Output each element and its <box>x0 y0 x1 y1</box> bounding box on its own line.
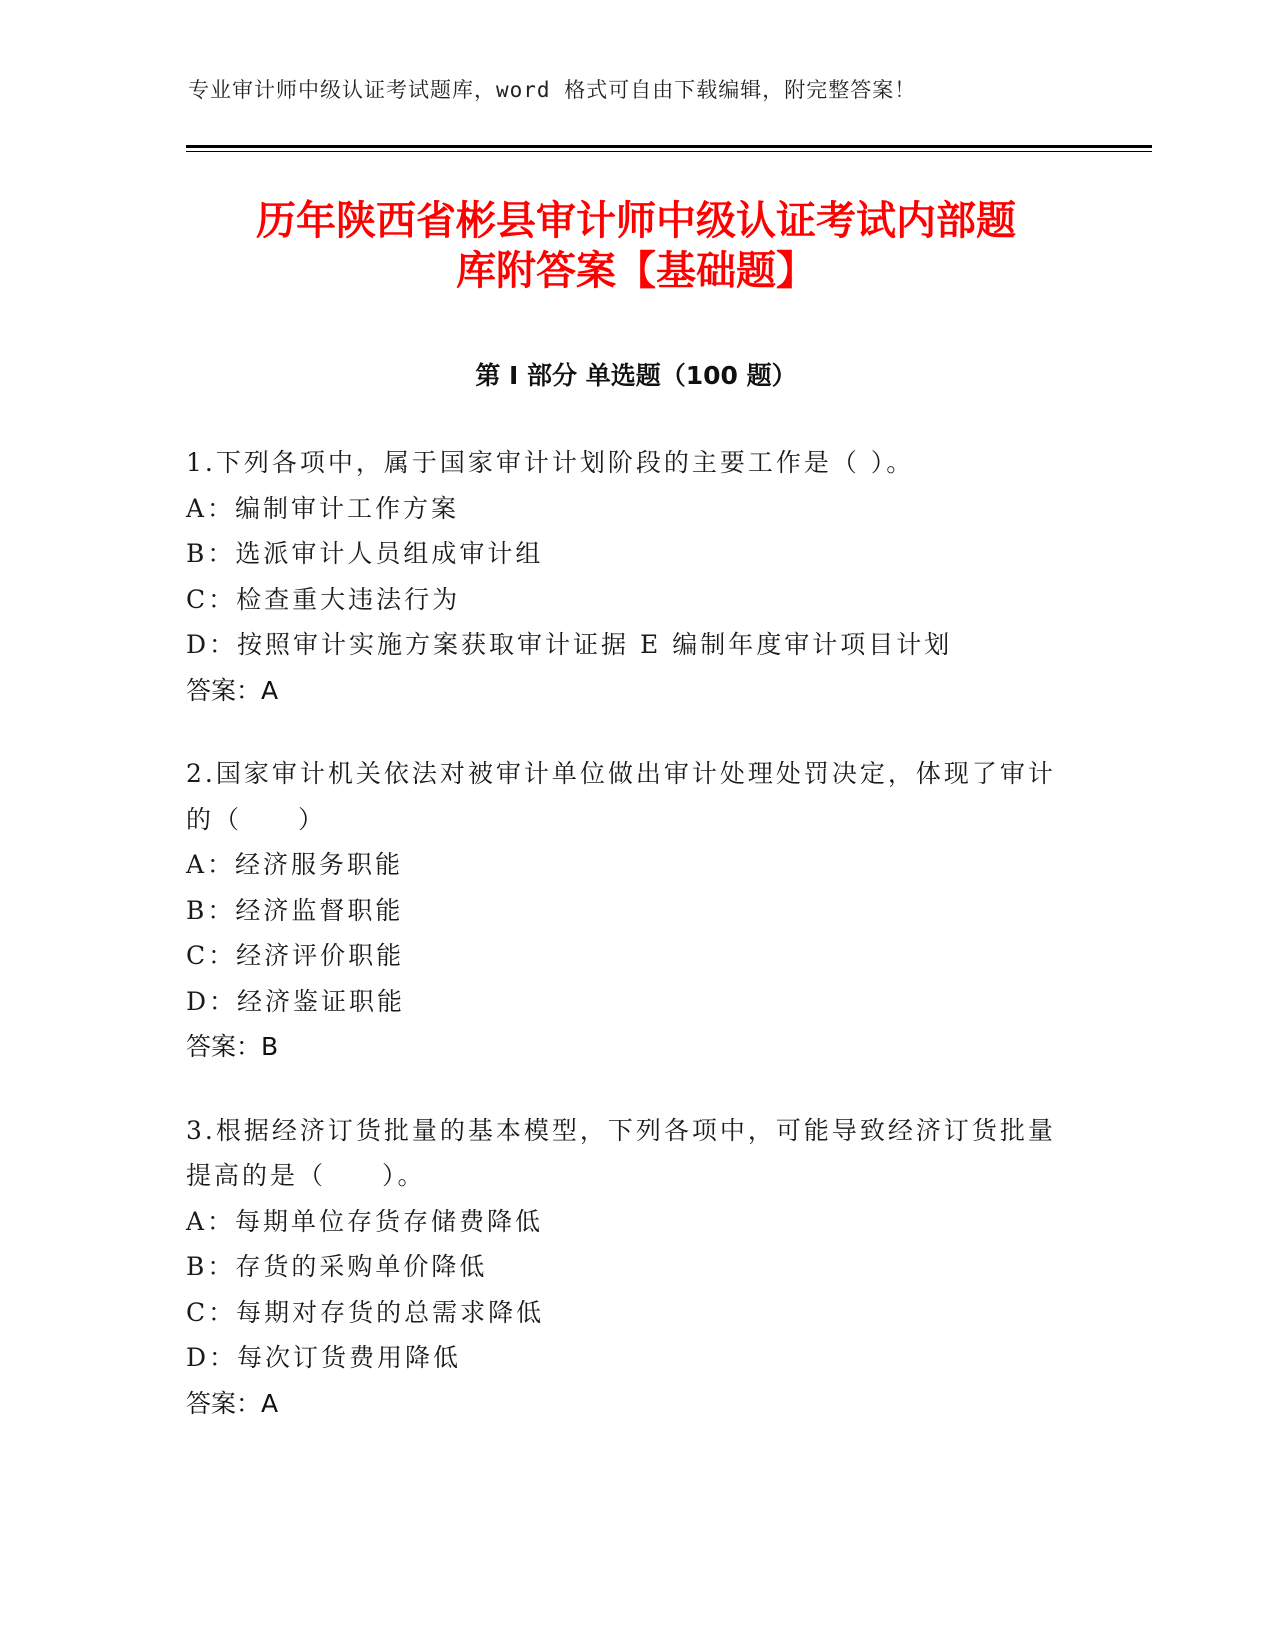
option-a: A：编制审计工作方案 <box>186 493 460 523</box>
answer: 答案：A <box>186 1388 279 1418</box>
option-a: A：每期单位存货存储费降低 <box>186 1206 544 1236</box>
question-list <box>186 440 1066 1464</box>
option-d: D：按照审计实施方案获取审计证据 E 编制年度审计项目计划 <box>186 630 953 659</box>
answer: 答案：A <box>186 675 279 705</box>
section-title: 第 I 部分 单选题（100 题） <box>475 361 797 390</box>
option-a: A：经济服务职能 <box>186 850 404 879</box>
question-stem: 3.根据经济订货批量的基本模型，下列各项中，可能导致经济订货批量提高的是（ ）。 <box>186 1115 1056 1190</box>
option-d: D：每次订货费用降低 <box>186 1343 462 1372</box>
question-stem: 2.国家审计机关依法对被审计单位做出审计处理处罚决定，体现了审计的（ ） <box>186 759 1056 834</box>
header-rule-thin <box>186 151 1152 152</box>
page-header: 专业审计师中级认证考试题库，word 格式可自由下载编辑，附完整答案！ <box>188 78 917 102</box>
option-c: C：每期对存货的总需求降低 <box>186 1297 545 1327</box>
option-b: B：存货的采购单价降低 <box>186 1252 488 1281</box>
question-stem: 1.下列各项中，属于国家审计计划阶段的主要工作是（ ）。 <box>186 448 915 477</box>
question-1 <box>186 440 1066 713</box>
question-2 <box>186 751 1066 1070</box>
header-rule-thick <box>186 145 1152 148</box>
answer: 答案：B <box>186 1032 279 1061</box>
document-title <box>186 196 1086 296</box>
option-c: C：经济评价职能 <box>186 941 405 970</box>
question-3 <box>186 1108 1066 1427</box>
document-title-line-2: 库附答案【基础题】 <box>456 248 816 294</box>
option-b: B：选派审计人员组成审计组 <box>186 539 544 568</box>
option-b: B：经济监督职能 <box>186 895 404 925</box>
option-c: C：检查重大违法行为 <box>186 584 461 614</box>
option-d: D：经济鉴证职能 <box>186 986 406 1016</box>
document-title-line-1: 历年陕西省彬县审计师中级认证考试内部题 <box>256 198 1016 244</box>
